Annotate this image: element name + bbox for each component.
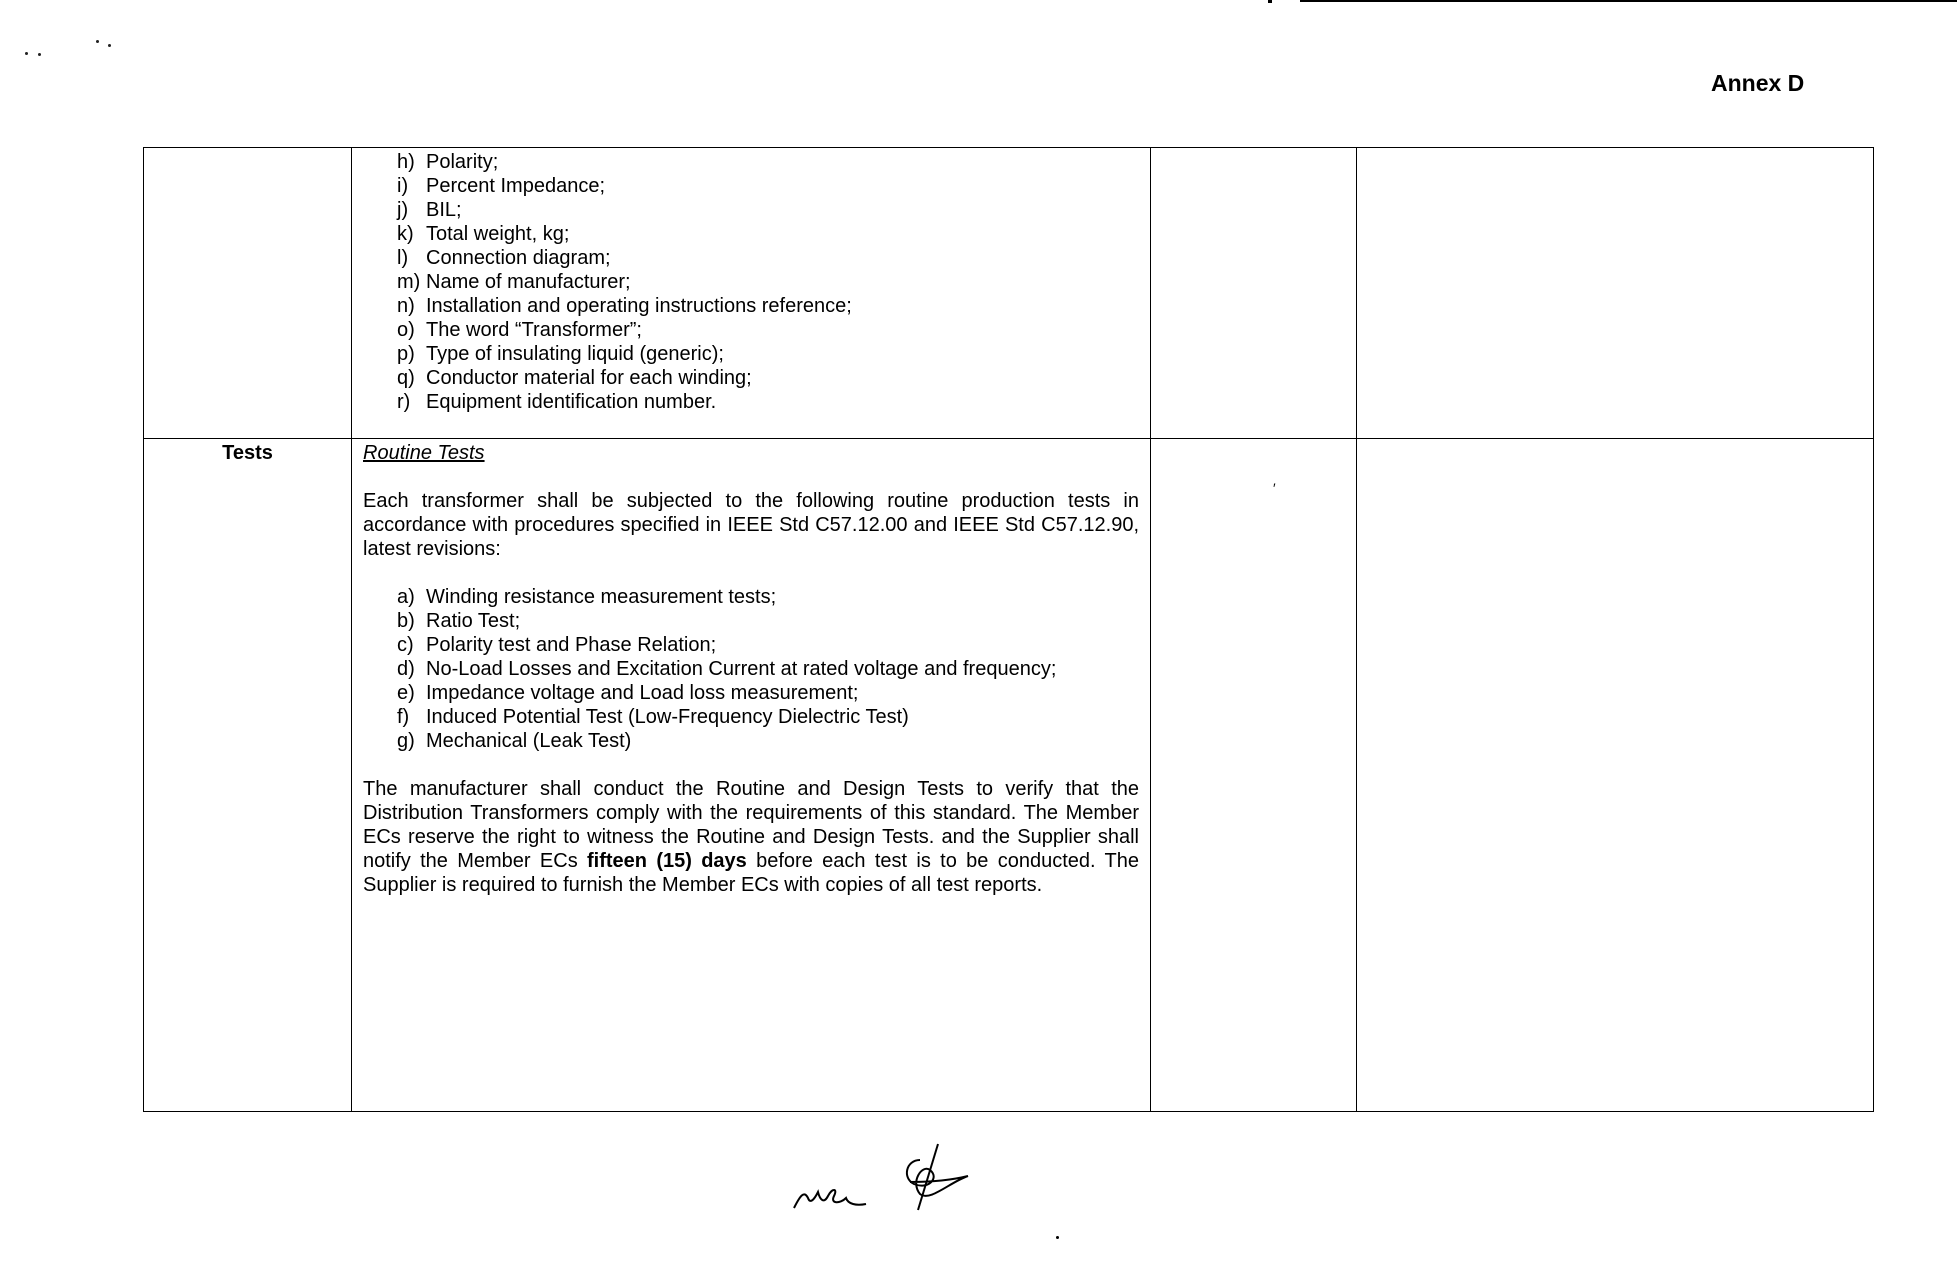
item-text: The word “Transformer”; [426, 319, 642, 341]
list-item [397, 729, 1139, 753]
list-item [397, 150, 1139, 174]
item-letter: g) [397, 730, 415, 752]
item-text: Induced Potential Test (Low-Frequency Dielectric Test) [426, 706, 909, 728]
empty-cell [1357, 439, 1874, 1112]
empty-cell [1151, 148, 1357, 439]
specification-table [143, 147, 1874, 1112]
list-item [397, 366, 1139, 390]
list-item [397, 633, 1139, 657]
table-row [144, 148, 1874, 439]
item-text: Type of insulating liquid (generic); [426, 343, 724, 365]
item-text: Name of manufacturer; [426, 271, 631, 293]
item-letter: a) [397, 586, 415, 608]
item-letter: f) [397, 706, 410, 728]
item-letter: r) [397, 391, 411, 413]
list-item [397, 198, 1139, 222]
table-row [144, 439, 1874, 1112]
item-text: Total weight, kg; [426, 223, 570, 245]
empty-cell [1151, 439, 1357, 1112]
item-letter: h) [397, 151, 415, 173]
tests-intro-paragraph: Each transformer shall be subjected to the following routine production tests in accordance with procedures specified in IEEE Std C57.12.00 and IEEE Std C57.12.90, latest revisions: [363, 490, 1139, 560]
item-text: Equipment identification number. [426, 391, 717, 413]
top-border-line [1300, 0, 1957, 2]
nameplate-items-list [363, 150, 1139, 414]
list-item [397, 342, 1139, 366]
item-text: Mechanical (Leak Test) [426, 730, 632, 752]
item-letter: j) [397, 199, 409, 221]
scan-speck [25, 52, 28, 55]
item-text: Connection diagram; [426, 247, 611, 269]
item-text: Winding resistance measurement tests; [426, 586, 777, 608]
routine-tests-heading: Routine Tests [363, 442, 485, 464]
row-label-tests: Tests [144, 439, 352, 1112]
stray-mark: ′ [1273, 480, 1276, 496]
item-text: Polarity; [426, 151, 499, 173]
row-label [144, 148, 352, 439]
list-item [397, 270, 1139, 294]
list-item [397, 705, 1139, 729]
empty-cell [1357, 148, 1874, 439]
item-letter: d) [397, 658, 415, 680]
list-item [397, 390, 1139, 414]
item-letter: c) [397, 634, 414, 656]
item-letter: e) [397, 682, 415, 704]
item-text: No-Load Losses and Excitation Current at rated voltage and frequency; [426, 658, 1057, 680]
item-letter: k) [397, 223, 414, 245]
tests-cell [352, 439, 1151, 1112]
nameplate-items-cell [352, 148, 1151, 439]
list-item [397, 222, 1139, 246]
item-letter: m) [397, 271, 421, 293]
notice-period: fifteen (15) days [587, 850, 747, 872]
annex-label: Annex D [1711, 70, 1805, 96]
item-text: Percent Impedance; [426, 175, 605, 197]
list-item [397, 609, 1139, 633]
scan-speck [96, 40, 99, 43]
routine-tests-list [363, 585, 1139, 753]
item-text: Installation and operating instructions reference; [426, 295, 852, 317]
list-item [397, 318, 1139, 342]
item-text: Conductor material for each winding; [426, 367, 752, 389]
item-letter: o) [397, 319, 415, 341]
list-item [397, 681, 1139, 705]
item-text: Polarity test and Phase Relation; [426, 634, 717, 656]
item-text: Ratio Test; [426, 610, 521, 632]
stray-dot [1056, 1236, 1059, 1239]
list-item [397, 657, 1139, 681]
scan-speck [38, 53, 41, 56]
top-border-mark [1268, 0, 1272, 3]
scan-speck [108, 44, 111, 47]
item-letter: n) [397, 295, 415, 317]
list-item [397, 246, 1139, 270]
item-letter: b) [397, 610, 415, 632]
item-text: BIL; [426, 199, 462, 221]
list-item [397, 174, 1139, 198]
item-letter: i) [397, 175, 409, 197]
item-letter: q) [397, 367, 415, 389]
item-letter: l) [397, 247, 409, 269]
list-item [397, 294, 1139, 318]
tests-closing-paragraph: The manufacturer shall conduct the Routine and Design Tests to verify that the Distribution Transformers comply with the requirements of this standard. The Member ECs reserve the right to witness the Routine and Design Tests. and the Supplier shall notify the Member ECs fifteen (15) days before each test is to be conducted. The Supplier is required to furnish the Member ECs with copies of all test reports. [363, 778, 1140, 896]
list-item [397, 585, 1139, 609]
item-letter: p) [397, 343, 415, 365]
handwritten-initials-signature [790, 1138, 980, 1218]
item-text: Impedance voltage and Load loss measurement; [426, 682, 859, 704]
